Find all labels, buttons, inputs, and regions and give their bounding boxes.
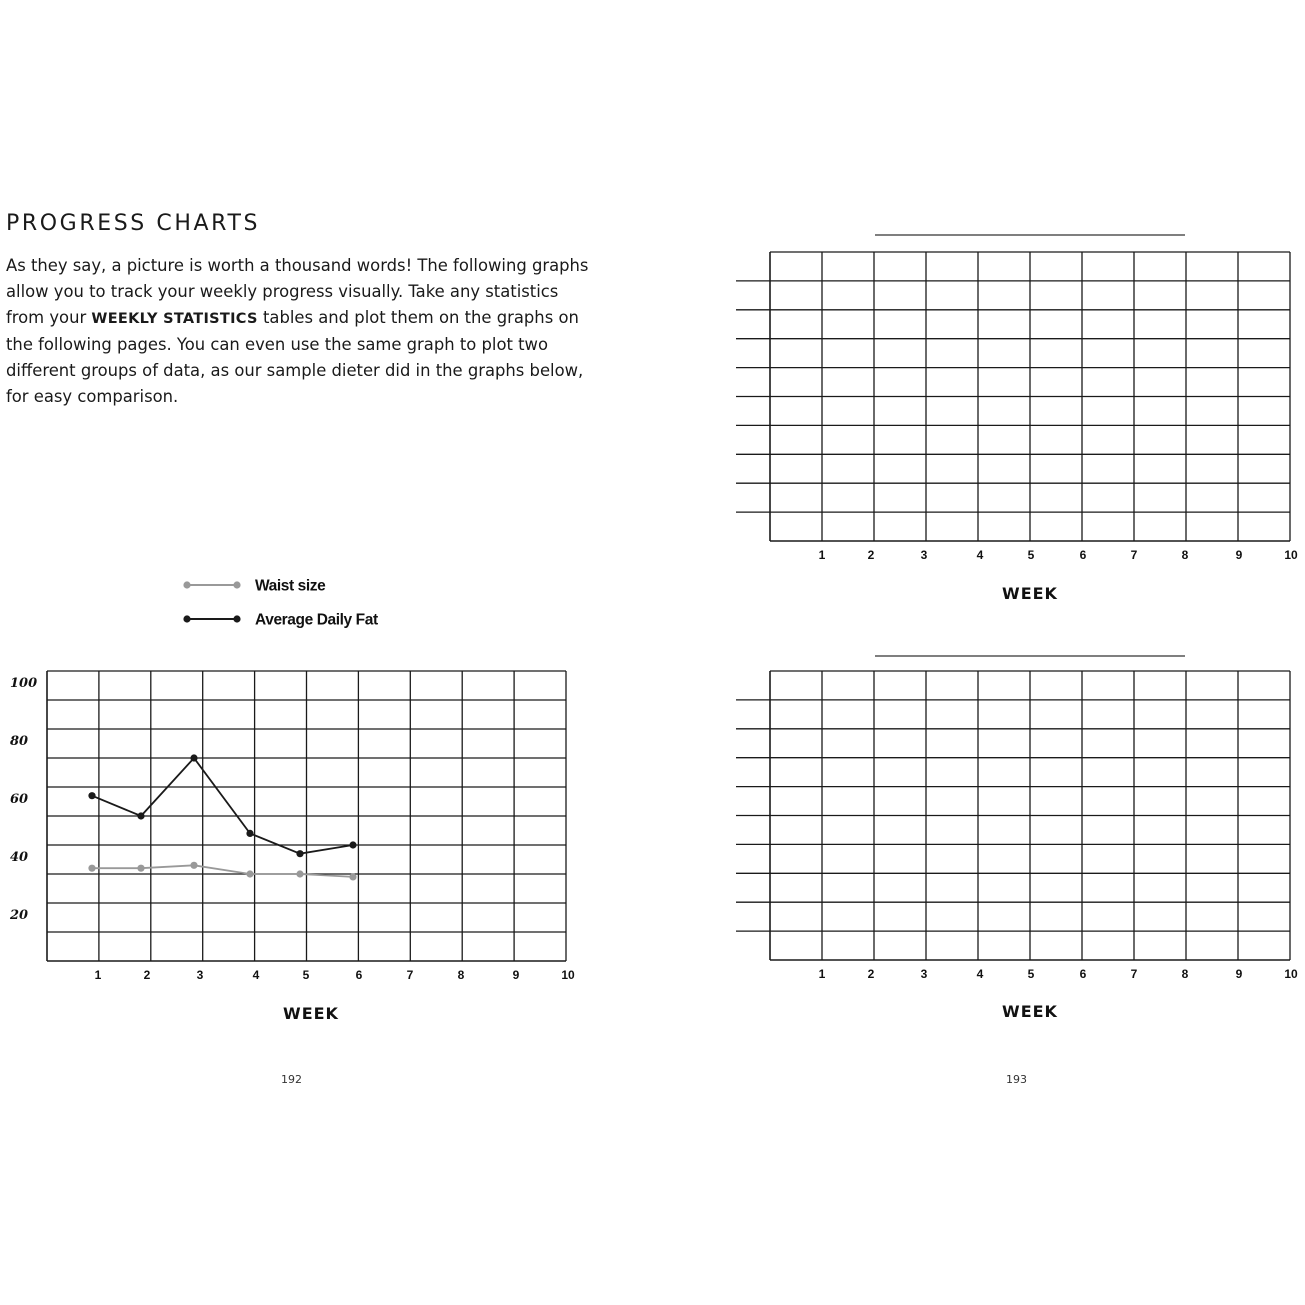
data-point — [246, 830, 253, 837]
x-tick-label: 1 — [818, 967, 826, 981]
series-average-daily-fat — [88, 754, 356, 857]
x-tick-label: 10 — [1284, 967, 1298, 981]
page-title: PROGRESS CHARTS — [6, 211, 261, 236]
x-tick-label: 1 — [818, 548, 826, 562]
y-tick-label: 100 — [10, 676, 38, 691]
x-tick-label: 6 — [1079, 548, 1087, 562]
x-tick-label: 6 — [1079, 967, 1087, 981]
x-tick-label: 3 — [920, 967, 928, 981]
data-point — [88, 865, 95, 872]
x-tick-label: 2 — [867, 548, 875, 562]
x-tick-label: 3 — [196, 968, 204, 982]
legend-swatch-point — [233, 581, 240, 588]
x-tick-label: 7 — [1130, 967, 1138, 981]
data-point — [296, 870, 303, 877]
y-tick-label: 40 — [10, 850, 29, 865]
series-waist-size — [88, 862, 356, 881]
x-tick-label: 9 — [1235, 967, 1243, 981]
x-tick-label: 2 — [867, 967, 875, 981]
data-point — [88, 792, 95, 799]
x-tick-label: 7 — [1130, 548, 1138, 562]
data-point — [246, 870, 253, 877]
x-tick-label: 9 — [1235, 548, 1243, 562]
data-point — [137, 812, 144, 819]
x-axis-title: WEEK — [1002, 584, 1058, 603]
intro-text-end: tables and plot them on the graphs on the following pages. You can even use the same graph to plot two different groups of data, as our sample dieter did in the graphs below, for easy comparison. — [6, 308, 584, 406]
x-tick-label: 8 — [1181, 548, 1189, 562]
y-tick-label: 60 — [10, 792, 29, 807]
page-number-right: 193 — [1006, 1073, 1027, 1086]
series-line — [92, 865, 353, 877]
x-tick-label: 4 — [976, 548, 984, 562]
x-tick-label: 5 — [1027, 967, 1035, 981]
x-tick-label: 8 — [1181, 967, 1189, 981]
x-tick-label: 9 — [512, 968, 520, 982]
y-tick-label: 20 — [10, 908, 29, 923]
x-tick-label: 6 — [355, 968, 363, 982]
x-tick-label: 4 — [976, 967, 984, 981]
data-point — [137, 865, 144, 872]
x-tick-label: 1 — [94, 968, 102, 982]
blank-chart-top — [736, 235, 1298, 603]
chart-legend — [183, 578, 378, 629]
data-point — [296, 850, 303, 857]
x-tick-label: 10 — [561, 968, 575, 982]
series-line — [92, 758, 353, 854]
x-tick-label: 8 — [457, 968, 465, 982]
data-point — [190, 754, 197, 761]
weekly-statistics-emphasis: WEEKLY STATISTICS — [91, 311, 258, 327]
intro-text-start: As they say, a picture is worth a thousand words! The following graphs allow you to track your weekly progress visually. Take any statistics from your — [6, 256, 589, 327]
data-point — [349, 873, 356, 880]
x-tick-label: 4 — [252, 968, 260, 982]
sample-chart — [9, 578, 575, 1024]
blank-chart-bottom — [736, 656, 1298, 1021]
x-tick-label: 5 — [302, 968, 310, 982]
data-point — [190, 862, 197, 869]
x-tick-label: 5 — [1027, 548, 1035, 562]
x-tick-label: 7 — [406, 968, 414, 982]
y-tick-label: 80 — [10, 734, 29, 749]
legend-swatch-point — [183, 615, 190, 622]
x-tick-label: 3 — [920, 548, 928, 562]
data-point — [349, 841, 356, 848]
legend-label: Average Daily Fat — [255, 611, 378, 629]
legend-swatch-point — [183, 581, 190, 588]
legend-label: Waist size — [255, 577, 326, 595]
x-tick-label: 2 — [143, 968, 151, 982]
x-axis-title: WEEK — [1002, 1002, 1058, 1021]
x-axis-title: WEEK — [283, 1004, 339, 1023]
legend-swatch-point — [233, 615, 240, 622]
page-number-left: 192 — [281, 1073, 302, 1086]
x-tick-label: 10 — [1284, 548, 1298, 562]
